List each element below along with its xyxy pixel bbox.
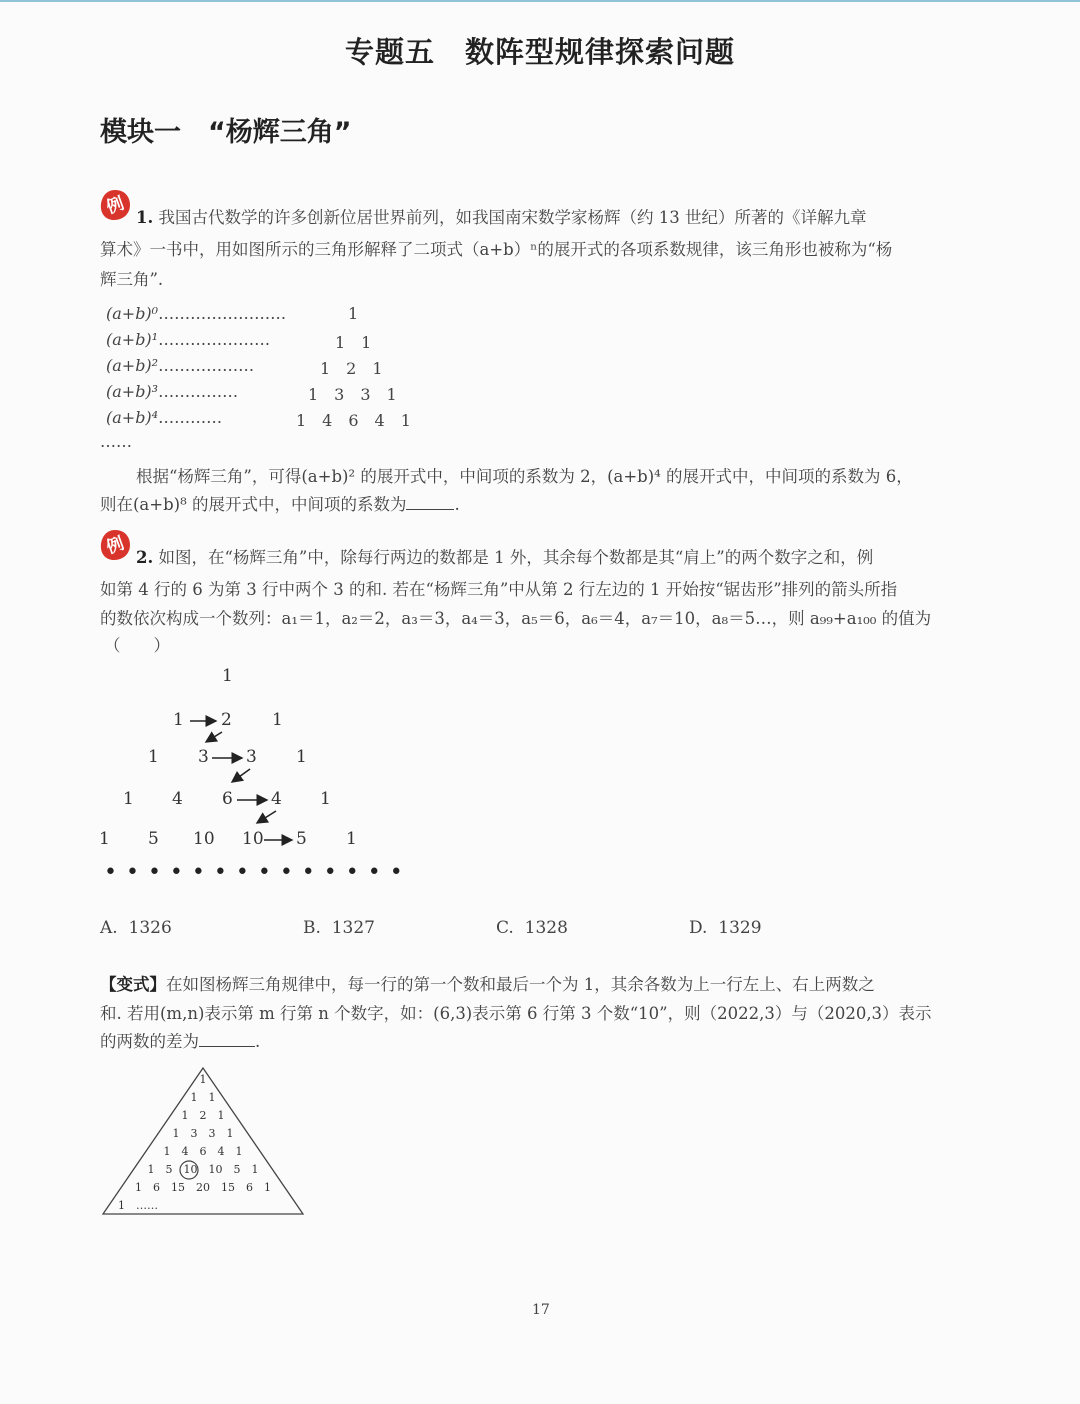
binomial-row-2: (a+b)²……………… — [106, 356, 255, 375]
triangle-r5-c2: 5 — [148, 829, 159, 849]
variant-line1: 【变式】在如图杨辉三角规律中，每一行的第一个数和最后一个为 1，其余各数为上一行左上、右上两数之 — [100, 975, 875, 994]
variant-line3: 的两数的差为 . — [100, 1032, 261, 1051]
q1-line2: 算术》一书中，用如图所示的三角形解释了二项式（a+b）ⁿ的展开式的各项系数规律，该三角形也被称为“杨 — [100, 240, 893, 259]
pyramid-row-1: 1 — [199, 1073, 207, 1086]
triangle-r1-c1: 1 — [222, 666, 233, 686]
triangle-r5-c1: 1 — [99, 829, 110, 849]
triangle-r5-c6: 1 — [346, 829, 357, 849]
option-c[interactable]: C. 1328 — [496, 918, 568, 938]
page-title: 专题五 数阵型规律探索问题 — [344, 35, 735, 69]
triangle-r5-c4: 10 — [242, 829, 264, 849]
q1-number: 1. — [136, 208, 154, 227]
triangle-r5-c3: 10 — [193, 829, 215, 849]
q2-text-1: 如图，在“杨辉三角”中，除每行两边的数都是 1 外，其余每个数都是其“肩上”的两个数字之和，例 — [158, 548, 874, 567]
q1-line5: 则在(a+b)⁸ 的展开式中，中间项的系数为 . — [100, 495, 460, 514]
example-badge-icon — [98, 528, 132, 562]
pyramid-row-3: 1 2 1 — [181, 1109, 225, 1122]
q1-answer-blank[interactable] — [406, 509, 454, 510]
binomial-ellipsis: …… — [100, 432, 132, 451]
example-badge-text: 例 — [103, 193, 127, 219]
triangle-r3-c4: 1 — [296, 747, 307, 767]
triangle-r3-c3: 3 — [246, 747, 257, 767]
binomial-values-3: 1 3 3 1 — [308, 385, 397, 404]
q1-line1 — [136, 203, 866, 233]
option-b[interactable]: B. 1327 — [303, 918, 375, 938]
pyramid-row-2: 1 1 — [190, 1091, 216, 1104]
binomial-values-1: 1 1 — [335, 333, 372, 352]
triangle-r3-c1: 1 — [148, 747, 159, 767]
binomial-values-0: 1 — [348, 304, 359, 323]
triangle-r4-c5: 1 — [320, 789, 331, 809]
binomial-values-2: 1 2 1 — [320, 359, 383, 378]
pyramid-row-8: 1 …… — [118, 1199, 158, 1212]
triangle-r2-c1: 1 — [173, 710, 184, 730]
variant-line2: 和. 若用(m,n)表示第 m 行第 n 个数字，如：(6,3)表示第 6 行第 3 个数“10”，则（2022,3）与（2020,3）表示 — [100, 1004, 932, 1023]
q2-line1 — [136, 543, 873, 573]
q2-line3: 的数依次构成一个数列：a₁＝1，a₂＝2，a₃＝3，a₄＝3，a₅＝6，a₆＝4，a₇＝10，a₈＝5…，则 a₉₉+a₁₀₀ 的值为 — [100, 609, 932, 628]
triangle-r3-c2: 3 — [198, 747, 209, 767]
option-d[interactable]: D. 1329 — [689, 918, 762, 938]
triangle-r5-c5: 5 — [296, 829, 307, 849]
q2-line2: 如第 4 行的 6 为第 3 行中两个 3 的和. 若在“杨辉三角”中从第 2 行左边的 1 开始按“锯齿形”排列的箭头所指 — [100, 580, 898, 599]
q2-number: 2. — [136, 548, 154, 567]
variant-tag: 【变式】 — [100, 975, 166, 994]
triangle-r4-c4: 4 — [271, 789, 282, 809]
triangle-r4-c3: 6 — [222, 789, 233, 809]
page-number: 17 — [532, 1302, 550, 1318]
triangle-continuation-dots: •••••••••••••• — [104, 860, 412, 885]
binomial-row-3: (a+b)³…………… — [106, 382, 239, 401]
binomial-row-0: (a+b)⁰…………………… — [106, 304, 287, 323]
pascal-pyramid-figure — [100, 1065, 306, 1217]
zigzag-arrows-icon — [180, 700, 320, 850]
variant-answer-blank[interactable] — [199, 1046, 255, 1047]
binomial-values-4: 1 4 6 4 1 — [296, 411, 411, 430]
pyramid-row-5: 1 4 6 4 1 — [163, 1145, 243, 1158]
pyramid-row-6: 1 5 10 10 5 1 — [147, 1163, 259, 1176]
binomial-row-4: (a+b)⁴………… — [106, 408, 223, 427]
triangle-r4-c2: 4 — [172, 789, 183, 809]
q1-line4: 根据“杨辉三角”，可得(a+b)² 的展开式中，中间项的系数为 2，(a+b)⁴ 的展开式中，中间项的系数为 6， — [136, 467, 913, 486]
q1-line3: 辉三角”. — [100, 270, 164, 289]
triangle-r2-c3: 1 — [272, 710, 283, 730]
top-border-line — [0, 0, 1080, 2]
pyramid-row-4: 1 3 3 1 — [172, 1127, 234, 1140]
triangle-r2-c2: 2 — [221, 710, 232, 730]
pyramid-row-7: 1 6 15 20 15 6 1 — [135, 1181, 271, 1194]
example-badge-icon — [98, 188, 132, 222]
triangle-r4-c1: 1 — [123, 789, 134, 809]
q2-line4: （ ） — [104, 636, 170, 655]
binomial-row-1: (a+b)¹………………… — [106, 330, 271, 349]
q1-text-1: 我国古代数学的许多创新位居世界前列，如我国南宋数学家杨辉（约 13 世纪）所著的《详解九章 — [158, 208, 867, 227]
option-a[interactable]: A. 1326 — [100, 918, 172, 938]
module-heading: 模块一 “杨辉三角” — [100, 117, 352, 148]
example-badge-text: 例 — [103, 533, 127, 559]
